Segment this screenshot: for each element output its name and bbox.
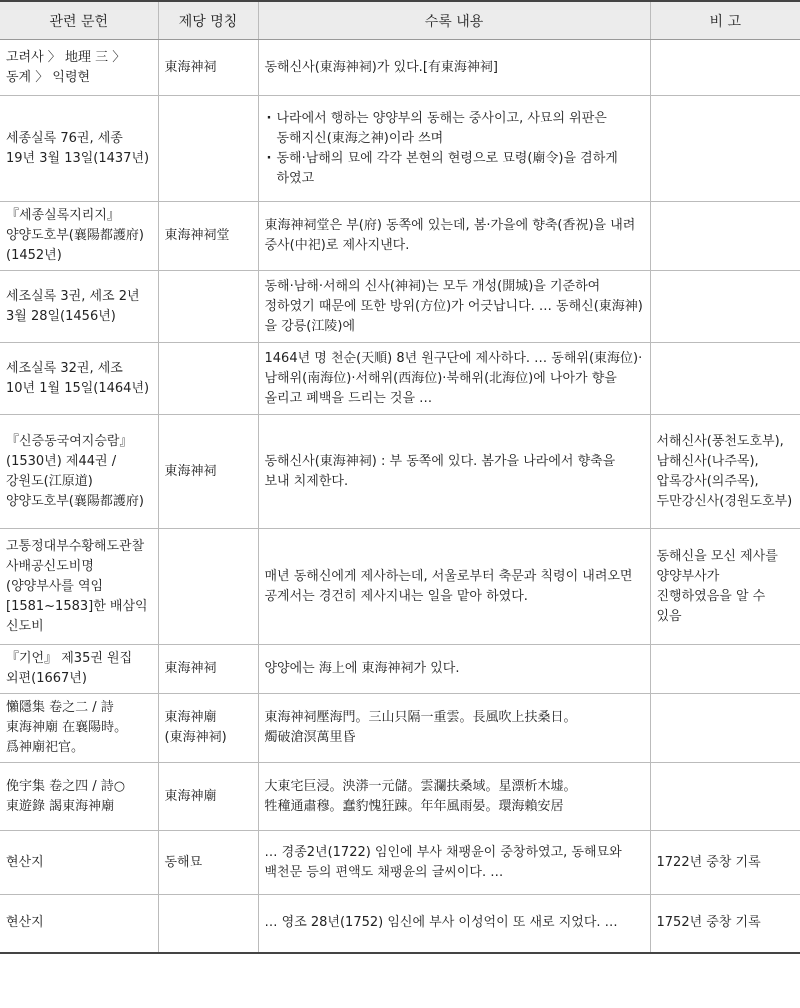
cell-shrine-name: 東海神祠堂 bbox=[158, 202, 258, 271]
cell-shrine-name: 東海神祠 bbox=[158, 40, 258, 96]
cell-source: 세조실록 32권, 세조 10년 1월 15일(1464년) bbox=[0, 343, 158, 415]
cell-source: 『신증동국여지승람』(1530년) 제44권 / 강원도(江原道) 양양도호부(襄陽都護府) bbox=[0, 415, 158, 529]
table-row bbox=[0, 763, 800, 831]
header-shrine-name: 제당 명칭 bbox=[158, 1, 258, 40]
table-row bbox=[0, 645, 800, 694]
table-row bbox=[0, 202, 800, 271]
cell-note: 1722년 중창 기록 bbox=[650, 831, 800, 895]
cell-content: … 영조 28년(1752) 임신에 부사 이성억이 또 새로 지었다. … bbox=[258, 895, 650, 953]
table-row bbox=[0, 694, 800, 763]
table-row bbox=[0, 415, 800, 529]
cell-content: 1464년 명 천순(天順) 8년 원구단에 제사하다. … 동해위(東海位)·남해위(南海位)·서해위(西海位)·북해위(北海位)에 나아가 향을 올리고 폐백을 드리는 것을 … bbox=[258, 343, 650, 415]
cell-shrine-name bbox=[158, 529, 258, 645]
cell-shrine-name: 東海神祠 bbox=[158, 645, 258, 694]
cell-content: 동해신사(東海神祠)가 있다.[有東海神祠] bbox=[258, 40, 650, 96]
cell-note bbox=[650, 271, 800, 343]
cell-note bbox=[650, 645, 800, 694]
cell-content: 東海神祠壓海門。三山只隔一重雲。長風吹上扶桑日。燭破滄溟萬里昏 bbox=[258, 694, 650, 763]
cell-note bbox=[650, 40, 800, 96]
table-row bbox=[0, 831, 800, 895]
cell-shrine-name bbox=[158, 343, 258, 415]
cell-source: 俛宇集 卷之四 / 詩○東遊錄 謁東海神廟 bbox=[0, 763, 158, 831]
cell-content: … 경종2년(1722) 임인에 부사 채팽윤이 중창하였고, 동해묘와 백천문 등의 편액도 채팽윤의 글씨이다. … bbox=[258, 831, 650, 895]
cell-content: 매년 동해신에게 제사하는데, 서울로부터 축문과 칙령이 내려오면 공계서는 경건히 제사지내는 일을 맡아 하였다. bbox=[258, 529, 650, 645]
header-row bbox=[0, 1, 800, 40]
cell-note bbox=[650, 202, 800, 271]
table-row bbox=[0, 40, 800, 96]
cell-shrine-name: 동해묘 bbox=[158, 831, 258, 895]
content-bullet-item: · 동해·남해의 묘에 각각 본현의 현령으로 묘령(廟令)을 겸하게 하였고 bbox=[277, 149, 644, 189]
cell-note: 1752년 중창 기록 bbox=[650, 895, 800, 953]
cell-source: 『세종실록지리지』 양양도호부(襄陽都護府)(1452년) bbox=[0, 202, 158, 271]
cell-note bbox=[650, 763, 800, 831]
content-bullet-item: · 나라에서 행하는 양양부의 동해는 중사이고, 사묘의 위판은 동해지신(東海之神)이라 쓰며 bbox=[277, 109, 644, 149]
header-content: 수록 내용 bbox=[258, 1, 650, 40]
cell-source: 세종실록 76권, 세종 19년 3월 13일(1437년) bbox=[0, 96, 158, 202]
table-row bbox=[0, 271, 800, 343]
cell-shrine-name: 東海神廟 (東海神祠) bbox=[158, 694, 258, 763]
cell-note bbox=[650, 694, 800, 763]
table-row bbox=[0, 96, 800, 202]
cell-note: 동해신을 모신 제사를 양양부사가 진행하였음을 알 수 있음 bbox=[650, 529, 800, 645]
cell-source: 세조실록 3권, 세조 2년 3월 28일(1456년) bbox=[0, 271, 158, 343]
cell-content: 동해신사(東海神祠) : 부 동쪽에 있다. 봄가을 나라에서 향축을 보내 치제한다. bbox=[258, 415, 650, 529]
cell-shrine-name: 東海神祠 bbox=[158, 415, 258, 529]
cell-source: 懶隱集 卷之二 / 詩 東海神廟 在襄陽時。爲神廟祀官。 bbox=[0, 694, 158, 763]
cell-shrine-name: 東海神廟 bbox=[158, 763, 258, 831]
cell-source: 현산지 bbox=[0, 831, 158, 895]
cell-note bbox=[650, 96, 800, 202]
header-note: 비 고 bbox=[650, 1, 800, 40]
cell-shrine-name bbox=[158, 96, 258, 202]
table-row bbox=[0, 343, 800, 415]
cell-shrine-name bbox=[158, 271, 258, 343]
cell-note bbox=[650, 343, 800, 415]
cell-note: 서해신사(풍천도호부), 남해신사(나주목), 압록강사(의주목), 두만강신사(경원도호부) bbox=[650, 415, 800, 529]
cell-content: 東海神祠堂은 부(府) 동쪽에 있는데, 봄·가을에 향축(香祝)을 내려 중사(中祀)로 제사지낸다. bbox=[258, 202, 650, 271]
header-source: 관련 문헌 bbox=[0, 1, 158, 40]
cell-shrine-name bbox=[158, 895, 258, 953]
cell-source: 고려사 〉 地理 三 〉 동계 〉 익령현 bbox=[0, 40, 158, 96]
cell-content: 大東宅巨浸。泱漭一元儲。雲瀾扶桑域。星漂析木墟。牲穜通肅穆。蠢豹愧狂踈。年年風雨晏。環海賴安居 bbox=[258, 763, 650, 831]
table-row bbox=[0, 895, 800, 953]
cell-source: 『기언』 제35권 원집 외편(1667년) bbox=[0, 645, 158, 694]
content-bullet-list bbox=[265, 109, 644, 189]
cell-source: 현산지 bbox=[0, 895, 158, 953]
cell-content bbox=[258, 96, 650, 202]
table-row bbox=[0, 529, 800, 645]
cell-content: 양양에는 海上에 東海神祠가 있다. bbox=[258, 645, 650, 694]
cell-content: 동해·남해·서해의 신사(神祠)는 모두 개성(開城)을 기준하여 정하였기 때문에 또한 방위(方位)가 어긋납니다. … 동해신(東海神)을 강릉(江陵)에 bbox=[258, 271, 650, 343]
cell-source: 고통정대부수황해도관찰사배공신도비명(양양부사를 역임[1581~1583]한 배삼익 신도비 bbox=[0, 529, 158, 645]
